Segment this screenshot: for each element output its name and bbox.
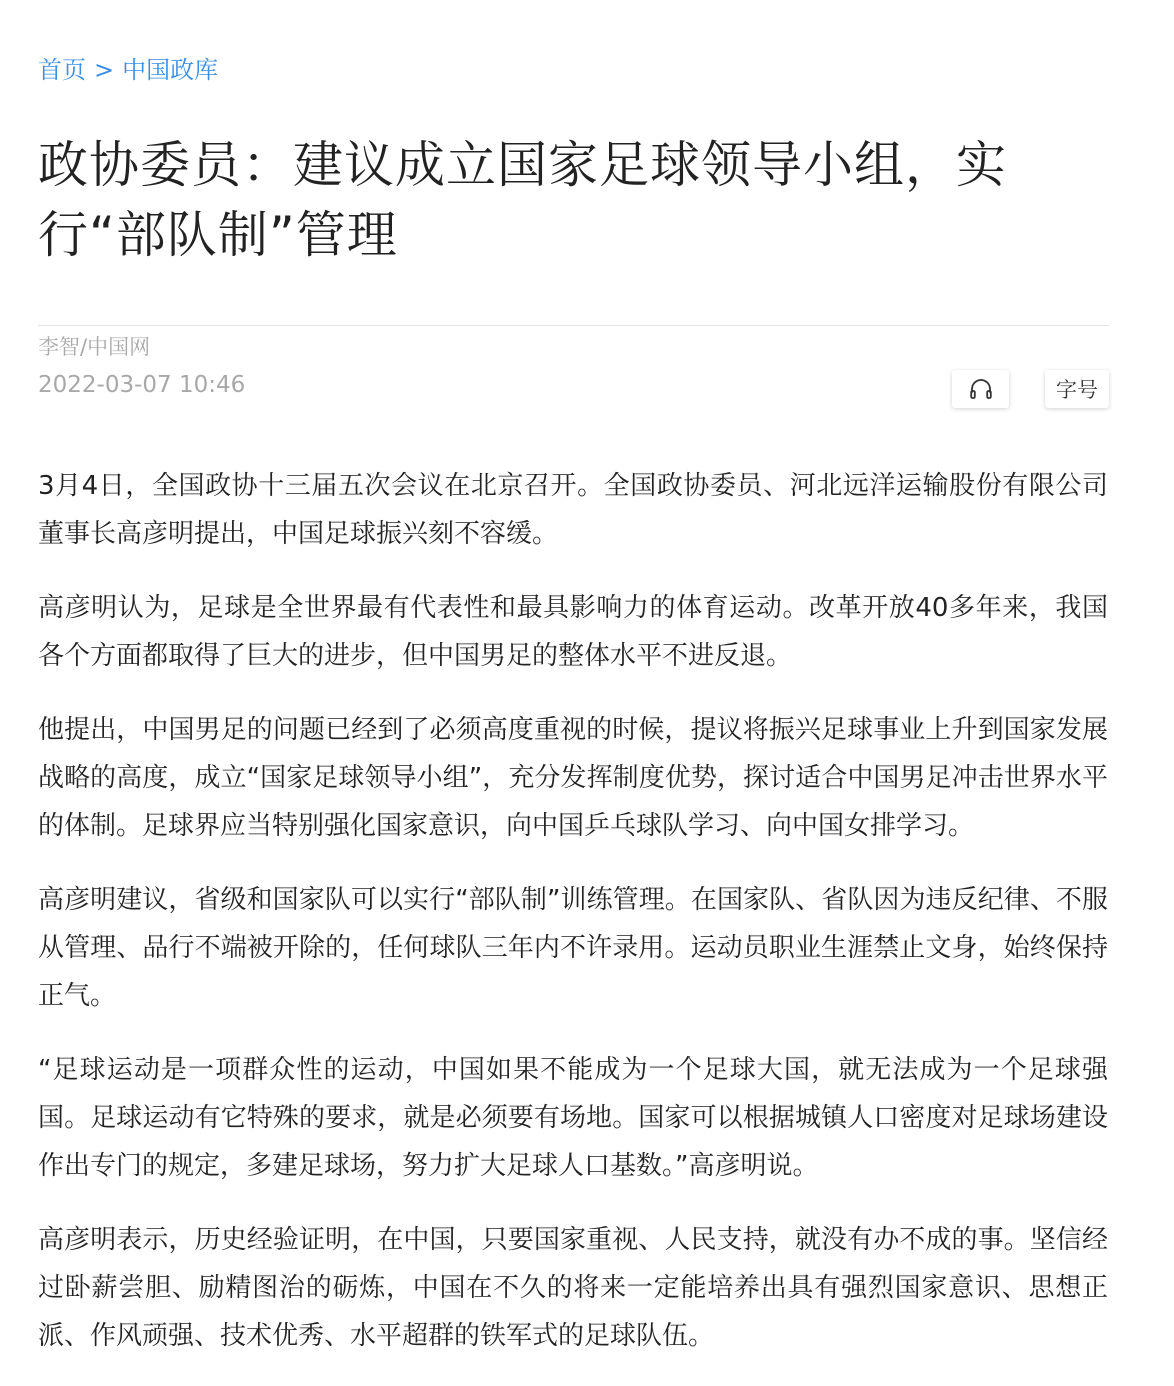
font-size-button[interactable]: 字号 bbox=[1045, 370, 1109, 408]
article-title: 政协委员：建议成立国家足球领导小组，实行“部队制”管理 bbox=[38, 136, 1007, 264]
article-paragraph: 他提出，中国男足的问题已经到了必须高度重视的时候，提议将振兴足球事业上升到国家发展战略的高度，成立“国家足球领导小组”，充分发挥制度优势，探讨适合中国男足冲击世界水平的体制。足球界应当特别强化国家意识，向中国乒乓球队学习、向中国女排学习。 bbox=[38, 715, 1108, 841]
article-paragraph: 3月4日，全国政协十三届五次会议在北京召开。全国政协委员、河北远洋运输股份有限公司董事长高彦明提出，中国足球振兴刻不容缓。 bbox=[38, 471, 1108, 549]
article-body bbox=[38, 462, 1108, 1386]
breadcrumb-section-link[interactable]: 中国政库 bbox=[122, 56, 219, 84]
article-author: 李智/中国网 bbox=[38, 335, 151, 359]
breadcrumb-home-link[interactable]: 首页 bbox=[38, 56, 86, 84]
breadcrumb bbox=[38, 54, 218, 86]
audio-play-button[interactable] bbox=[952, 370, 1009, 408]
article-paragraph: 高彦明建议，省级和国家队可以实行“部队制”训练管理。在国家队、省队因为违反纪律、不服从管理、品行不端被开除的，任何球队三年内不许录用。运动员职业生涯禁止文身，始终保持正气。 bbox=[38, 885, 1108, 1011]
headphones-icon bbox=[969, 378, 993, 400]
breadcrumb-separator: > bbox=[94, 56, 115, 84]
title-divider bbox=[38, 325, 1109, 326]
article-paragraph: 高彦明表示，历史经验证明，在中国，只要国家重视、人民支持，就没有办不成的事。坚信经过卧薪尝胆、励精图治的砺炼，中国在不久的将来一定能培养出具有强烈国家意识、思想正派、作风顽强、技术优秀、水平超群的铁军式的足球队伍。 bbox=[38, 1225, 1108, 1351]
article-paragraph: “足球运动是一项群众性的运动，中国如果不能成为一个足球大国，就无法成为一个足球强国。足球运动有它特殊的要求，就是必须要有场地。国家可以根据城镇人口密度对足球场建设作出专门的规定，多建足球场，努力扩大足球人口基数。”高彦明说。 bbox=[38, 1055, 1108, 1181]
article-paragraph: 高彦明认为，足球是全世界最有代表性和最具影响力的体育运动。改革开放40多年来，我国各个方面都取得了巨大的进步，但中国男足的整体水平不进反退。 bbox=[38, 593, 1108, 671]
article-datetime: 2022-03-07 10:46 bbox=[38, 372, 246, 398]
